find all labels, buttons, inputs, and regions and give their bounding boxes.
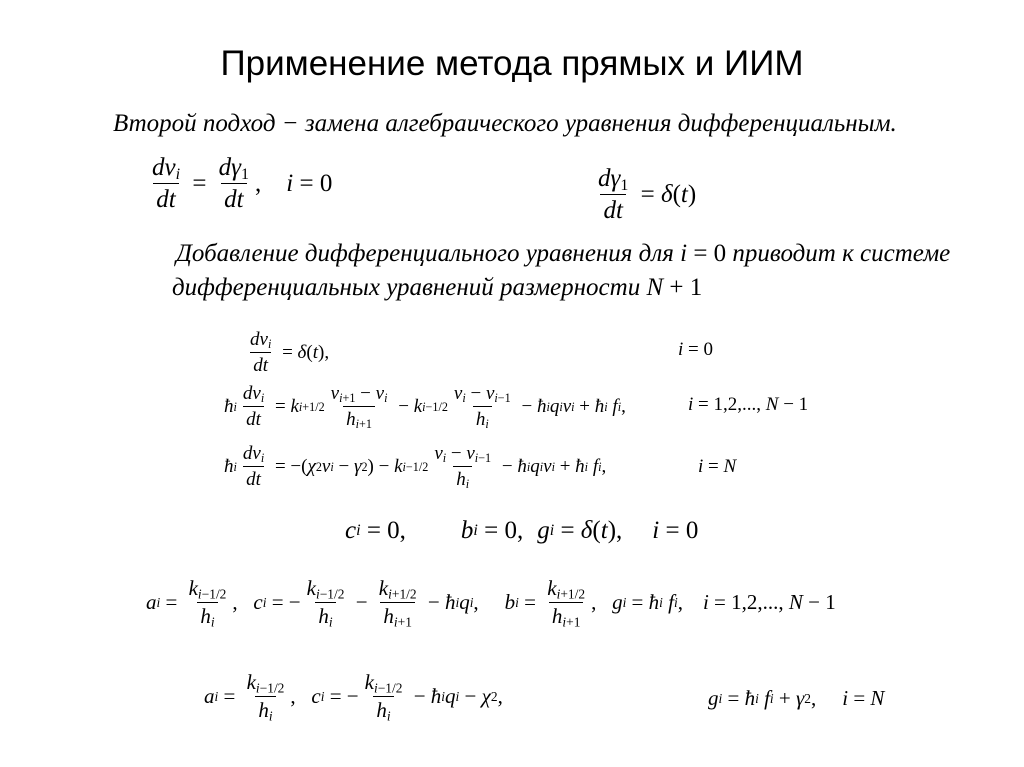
system-cond-3: i = N: [698, 456, 737, 477]
subtitle: Второй подход − замена алгебраического уравнения дифференциальным.: [113, 110, 897, 137]
system-cond-2: i = 1,2,..., N − 1: [688, 394, 809, 415]
note-line-1: Добавление дифференциального уравнения для i = 0 приводит к системе: [176, 240, 951, 267]
slide-title: Применение метода прямых и ИИМ: [220, 44, 804, 83]
coeffs-interior: a i = $\frac{k_{i-1/2}}{h_i}$ , c i = − $\frac{k_{i-1/2}}{h_i}$ − $\frac{k_{i+1/2}}{h_{i+1}}$ − ħ i q i , b i = $\frac{k_{i+1/2}}{h_{i+1}}$ , g i = ħ i f i , i = 1,2,..., N − 1: [146, 576, 836, 630]
system-row-3: ħ i $\frac{dv_i}{dt}$ = −( χ 2 v i − γ 2 ) − k i−1/2 $\frac{v_i - v_{i-1}}{h_i}$ − ħ i q i v i + ħ i f i ,: [224, 443, 607, 492]
equation-dgamma-delta: $\frac{d\gamma_1}{dt}$ = δ ( t ): [598, 165, 697, 224]
system-row-2: ħ i $\frac{dv_i}{dt}$ = k i+1/2 $\frac{v_{i+1} - v_i}{h_{i+1}}$ − k i−1/2 $\frac{v_i - v_{i-1}}{h_i}$ − ħ i q i v i + ħ i f i ,: [224, 383, 626, 432]
system-cond-1: i = 0: [678, 339, 713, 360]
equation-dv-dgamma: $\frac{dv_i}{dt}$ = $\frac{d\gamma_1}{dt}$ , i = 0: [152, 154, 333, 213]
note-line-2: дифференциальных уравнений размерности N + 1: [172, 274, 703, 301]
system-row-1: $\frac{dv_i}{dt}$ = δ ( t ),: [250, 329, 330, 376]
coeffs-i0: c i = 0, b i = 0, g i = δ ( t ), i = 0: [345, 517, 699, 544]
coeffs-boundary-N: a i = $\frac{k_{i-1/2}}{h_i}$ , c i = − $\frac{k_{i-1/2}}{h_i}$ − ħ i q i − χ 2 ,: [204, 670, 503, 724]
coeffs-boundary-N-g: g i = ħ i f i + γ 2 , i = N: [708, 686, 885, 710]
